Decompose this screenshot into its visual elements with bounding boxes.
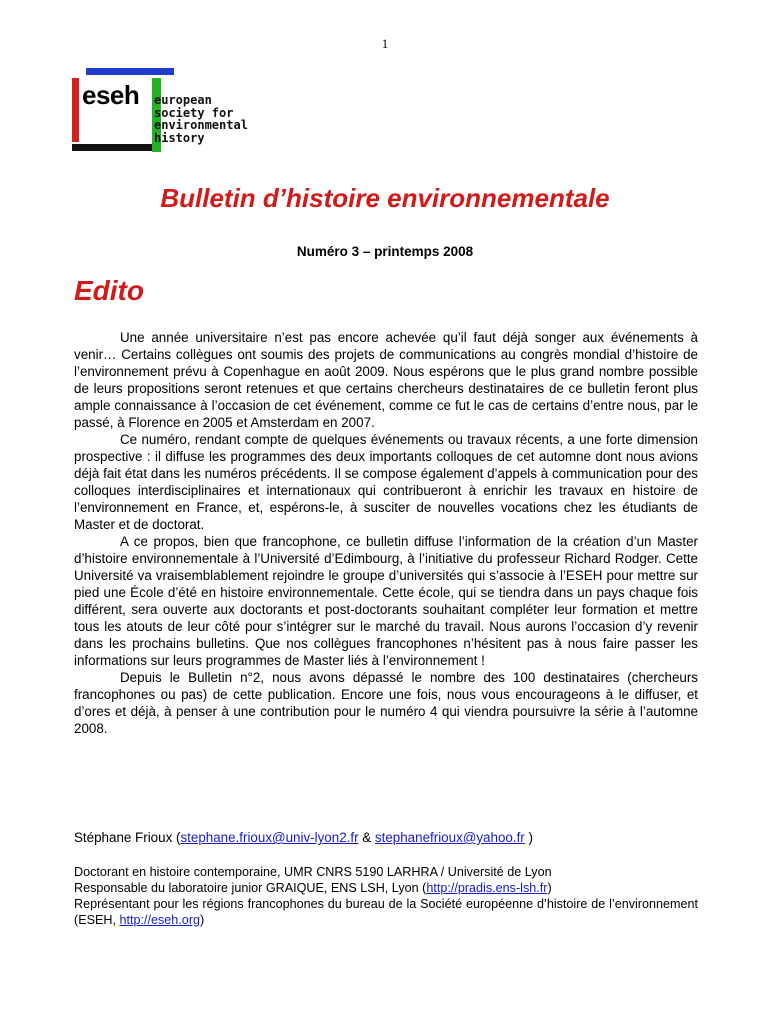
affiliation-line-2-text: Responsable du laboratoire junior GRAIQUE, ENS LSH, Lyon ( xyxy=(74,881,427,895)
eseh-link[interactable]: http://eseh.org xyxy=(119,913,201,927)
bulletin-title: Bulletin d’histoire environnementale xyxy=(160,183,610,213)
page-number: 1 xyxy=(381,36,389,51)
logo-bar-left xyxy=(72,78,79,142)
logo-word-4: history xyxy=(154,130,205,145)
signature-name: Stéphane Frioux ( xyxy=(74,830,181,845)
affiliation-line-1: Doctorant en histoire contemporaine, UMR CNRS 5190 LARHRA / Université de Lyon xyxy=(74,865,552,879)
email-link-univ[interactable]: stephane.frioux@univ-lyon2.fr xyxy=(180,830,359,845)
pradis-link[interactable]: http://pradis.ens-lsh.fr xyxy=(426,881,548,895)
paragraph-3: A ce propos, bien que francophone, ce bulletin diffuse l’information de la création d’un Master d’histoire environnementale à l’Université d’Edimbourg, à l’initiative du professeur Richard Rodger. Cette Université va vraisemblablement rejoindre le groupe d’universités qui s’associe à l’ESEH pour mettre sur pied une École d’été en histoire environnementale. Cette école, qui se tiendra dans un pays chaque fois différent, sera ouverte aux doctorants et post-doctorants souhaitant compléter leur formation et mettre tous les atouts de leur côté pour s’intégrer sur le marché du travail. Nous aurons l’occasion d’y revenir dans les prochains bulletins. Que nos collègues francophones n’hésitent pas à nous faire passer les informations sur leurs programmes de Master liés à l’environnement ! xyxy=(74,534,698,668)
signature-separator: & xyxy=(358,830,375,845)
affiliation-line-2 xyxy=(74,880,698,896)
eseh-logo xyxy=(72,68,282,154)
paragraph-2: Ce numéro, rendant compte de quelques événements ou travaux récents, a une forte dimension prospective : il diffuse les programmes des deux importants colloques de cet automne dont nous avions déjà fait état dans les numéros précédents. Il se compose également d’appels à communication pour des colloques interdisciplinaires et internationaux qui contribueront à enrichir les travaux en histoire de l’environnement en France, et, espérons-le, à susciter de nouvelles vocations chez les étudiants de Master et de doctorat. xyxy=(74,432,698,532)
affiliation xyxy=(74,864,698,928)
logo-bar-bottom xyxy=(72,144,160,151)
affiliation-line-3-text: Représentant pour les régions francophones du bureau de la Société européenne d’histoire de l’environnement (ESEH, xyxy=(74,897,698,927)
logo-word-2: society for xyxy=(154,105,234,120)
edito-body xyxy=(74,329,698,737)
paragraph-4: Depuis le Bulletin n°2, nous avons dépassé le nombre des 100 destinataires (chercheurs francophones ou pas) de cette publication. Encore une fois, nous vous encourageons à le diffuser, et d’ores et déjà, à penser à une contribution pour le numéro 4 qui viendra poursuivre la série à l’automne 2008. xyxy=(74,670,698,736)
email-link-yahoo[interactable]: stephanefrioux@yahoo.fr xyxy=(374,830,525,845)
signature xyxy=(74,830,704,845)
affiliation-line-3 xyxy=(74,896,698,928)
logo-bar-top xyxy=(86,68,174,75)
section-heading-edito: Edito xyxy=(74,275,144,306)
affiliation-line-3-close: ) xyxy=(200,913,205,927)
logo-word-1: european xyxy=(154,93,212,107)
signature-close: ) xyxy=(524,830,533,845)
logo-mark: eseh xyxy=(82,80,140,110)
paragraph-1: Une année universitaire n’est pas encore achevée qu’il faut déjà songer aux événements à venir… Certains collègues ont soumis des projets de communications au congrès mondial d’histoire de l’environnement prévu à Copenhague en août 2009. Nous espérons que le plus grand nombre possible de leurs propositions seront retenues et que certains chercheurs destinataires de ce bulletin feront plus ample connaissance à l’occasion de cet événement, comme ce fut le cas de certains d’entre nous, par le passé, à Florence en 2005 et Amsterdam en 2007. xyxy=(74,330,698,430)
issue-number: Numéro 3 – printemps 2008 xyxy=(296,244,474,259)
logo-word-3: environmental xyxy=(154,118,248,132)
affiliation-line-2-close: ) xyxy=(547,881,552,895)
logo-words xyxy=(154,94,248,144)
